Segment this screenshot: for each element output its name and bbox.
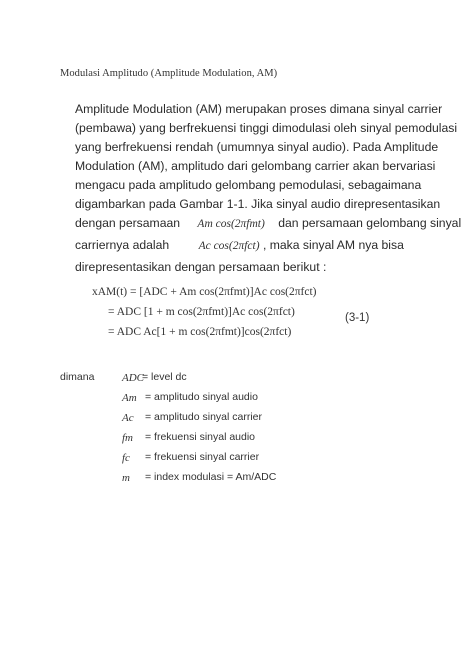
paragraph-line: digambarkan pada Gambar 1-1. Jika sinyal audio direpresentasikan	[75, 197, 441, 211]
section-heading: Modulasi Amplitudo (Amplitude Modulation, AM)	[60, 68, 278, 79]
equation-line-3: = ADC Ac[1 + m cos(2πfmt)]cos(2πfct)	[108, 326, 292, 338]
paragraph-line	[75, 216, 461, 230]
symbol-ac: Ac	[122, 412, 134, 424]
symbol-am: Am	[122, 392, 137, 404]
definition-text: = index modulasi = Am/ADC	[145, 471, 277, 483]
paragraph	[75, 102, 462, 282]
definition-text: = amplitudo sinyal audio	[145, 391, 258, 403]
symbol-fm: fm	[122, 432, 133, 444]
equation-number: (3-1)	[345, 312, 370, 324]
line-text: carriernya adalah	[75, 238, 170, 252]
symbol-m: m	[122, 472, 130, 484]
paragraph-line: mengacu pada amplitudo gelombang pemodulasi, sebagaimana	[75, 178, 422, 192]
definition-text: = amplitudo sinyal carrier	[145, 411, 263, 423]
definition-text: = frekuensi sinyal audio	[145, 431, 256, 443]
equation-line-2: = ADC [1 + m cos(2πfmt)]Ac cos(2πfct)	[108, 306, 295, 318]
paragraph-line: yang berfrekuensi rendah (umumnya sinyal audio). Pada Amplitude	[75, 140, 439, 154]
equation-line-1: xAM(t) = [ADC + Am cos(2πfmt)]Ac cos(2πfct)	[92, 286, 317, 298]
inline-equation: Ac cos(2πfct)	[198, 240, 260, 252]
line-text: , maka sinyal AM nya bisa	[262, 238, 404, 252]
paragraph-line: Amplitude Modulation (AM) merupakan proses dimana sinyal carrier	[75, 102, 443, 116]
definition-text: = frekuensi sinyal carrier	[145, 451, 260, 463]
definitions-intro: dimana	[60, 371, 95, 383]
inline-equation: Am cos(2πfmt)	[197, 218, 265, 230]
paragraph-line	[75, 238, 404, 252]
paragraph-line: Modulation (AM), amplitudo dari gelombang carrier akan bervariasi	[75, 159, 436, 173]
definition-text: = level dc	[142, 371, 187, 383]
symbol-fc: fc	[122, 452, 130, 464]
paragraph-line: direpresentasikan dengan persamaan berikut :	[75, 260, 327, 274]
line-text: dengan persamaan	[75, 216, 181, 230]
symbol-adc: ADC	[122, 372, 144, 384]
line-text: dan persamaan gelombang sinyal	[278, 216, 462, 230]
paragraph-line: (pembawa) yang berfrekuensi tinggi dimodulasi oleh sinyal pemodulasi	[75, 121, 458, 135]
